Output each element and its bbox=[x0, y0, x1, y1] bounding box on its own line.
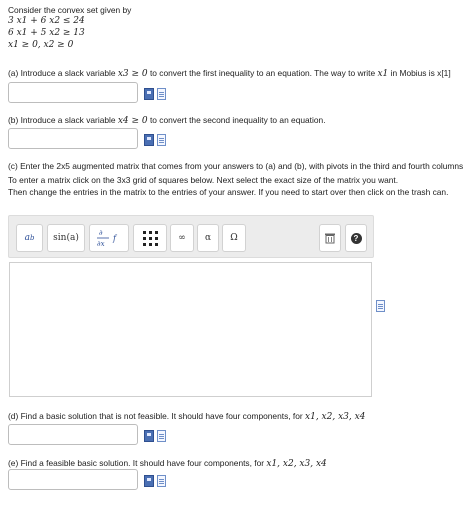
constraint-2-text: 6 x1 + 5 x2 ≥ 13 bbox=[8, 28, 85, 38]
part-a-answer-input[interactable] bbox=[8, 82, 138, 103]
part-b-text: (b) Introduce a slack variable bbox=[8, 115, 116, 125]
part-b-var: x4 ≥ 0 bbox=[117, 116, 148, 126]
svg-text:∂x: ∂x bbox=[97, 240, 105, 248]
constraint-3-text: x1 ≥ 0, x2 ≥ 0 bbox=[8, 40, 74, 50]
calculator-icon[interactable] bbox=[144, 134, 154, 146]
part-b-text-after: to convert the second inequality to an equation. bbox=[149, 115, 326, 125]
svg-text:f: f bbox=[113, 234, 116, 243]
sin-label: sin(a) bbox=[53, 233, 79, 243]
document-icon[interactable] bbox=[157, 134, 166, 146]
part-a-var2: x1 bbox=[377, 69, 389, 79]
matrix-button[interactable] bbox=[133, 224, 167, 252]
superscript-base: a bbox=[24, 233, 30, 243]
svg-text:∂: ∂ bbox=[99, 229, 103, 237]
document-icon[interactable] bbox=[376, 300, 385, 312]
part-c-line-3: Then change the entries in the matrix to the entries of your answer. If you need to start over then click on the trash can. bbox=[8, 187, 449, 197]
calculator-icon[interactable] bbox=[144, 430, 154, 442]
sin-button[interactable] bbox=[47, 224, 85, 252]
superscript-exp: b bbox=[29, 234, 35, 242]
part-d-vars: x1, x2, x3, x4 bbox=[305, 412, 366, 422]
derivative-button[interactable] bbox=[89, 224, 129, 252]
part-d-text: (d) Find a basic solution that is not feasible. It should have four components, for bbox=[8, 411, 303, 421]
math-editor-canvas[interactable] bbox=[9, 262, 372, 397]
help-icon: ? bbox=[351, 233, 362, 244]
omega-symbol: Ω bbox=[230, 233, 238, 243]
part-c-line-2: To enter a matrix click on the 3x3 grid of squares below. Next select the exact size of the matrix you want. bbox=[8, 175, 399, 185]
calculator-icon[interactable] bbox=[144, 475, 154, 487]
part-b-prompt bbox=[8, 115, 326, 126]
part-d-prompt bbox=[8, 411, 365, 422]
part-c-line-1: (c) Enter the 2x5 augmented matrix that comes from your answers to (a) and (b), with pivots in the third and fourth columns bbox=[8, 161, 464, 171]
alpha-symbol: α bbox=[204, 233, 212, 243]
constraint-3 bbox=[8, 40, 73, 50]
part-b-answer-input[interactable] bbox=[8, 128, 138, 149]
trash-icon bbox=[324, 232, 336, 244]
constraint-2 bbox=[8, 28, 85, 38]
infinity-button[interactable] bbox=[170, 224, 194, 252]
infinity-symbol: ∞ bbox=[178, 233, 186, 243]
part-e-prompt bbox=[8, 458, 327, 469]
math-toolbar bbox=[8, 215, 374, 258]
help-button[interactable] bbox=[345, 224, 367, 252]
trash-button[interactable] bbox=[319, 224, 341, 252]
part-e-answer-input[interactable] bbox=[8, 469, 138, 490]
part-a-var: x3 ≥ 0 bbox=[117, 69, 148, 79]
omega-button[interactable] bbox=[222, 224, 246, 252]
part-e-vars: x1, x2, x3, x4 bbox=[266, 459, 327, 469]
part-a-prompt bbox=[8, 68, 451, 79]
intro-text: Consider the convex set given by bbox=[8, 5, 132, 15]
constraint-1 bbox=[8, 16, 85, 26]
matrix-grid-icon bbox=[143, 231, 158, 246]
part-a-text-after: to convert the first inequality to an equation. The way to write bbox=[149, 68, 376, 78]
superscript-button[interactable] bbox=[16, 224, 43, 252]
part-d-answer-input[interactable] bbox=[8, 424, 138, 445]
part-e-text: (e) Find a feasible basic solution. It should have four components, for bbox=[8, 458, 265, 468]
constraint-1-text: 3 x1 + 6 x2 ≤ 24 bbox=[8, 16, 85, 26]
part-a-text-end: in Mobius is x[1] bbox=[390, 68, 451, 78]
document-icon[interactable] bbox=[157, 475, 166, 487]
document-icon[interactable] bbox=[157, 88, 166, 100]
calculator-icon[interactable] bbox=[144, 88, 154, 100]
alpha-button[interactable] bbox=[197, 224, 219, 252]
part-a-text: (a) Introduce a slack variable bbox=[8, 68, 116, 78]
document-icon[interactable] bbox=[157, 430, 166, 442]
derivative-icon bbox=[94, 227, 124, 249]
